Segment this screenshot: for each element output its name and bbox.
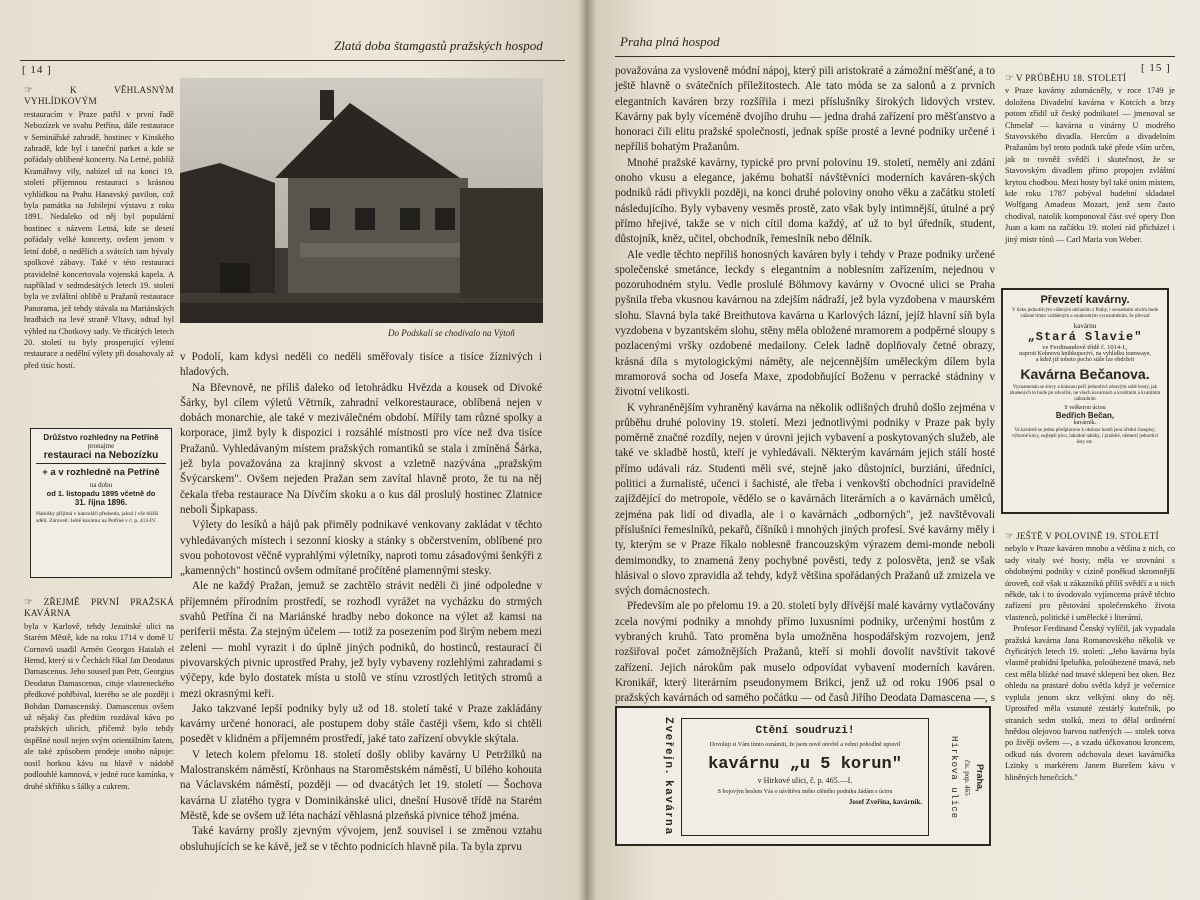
running-head-left: Zlatá doba štamgastů pražských hospod xyxy=(334,38,543,53)
body-paragraph: Také kavárny prošly zjevným vývojem, jenž souvisel i se změnou vztahu obsluhujících se ke kávě, jež se v těchto podnicích hlavně pila. Ta byla zprvu xyxy=(180,825,542,853)
body-paragraph: K vyhraněnějším vyhraněný kavárna na několik odlišných druhů došlo zejména v průběhu druhé poloviny 19. století. Mezi jednotlivými podniky v Praze pak byly poměrně značné rozdíly, nejen v úrovni jejich vybavení a poskytovaných služeb, ale také ve skladbě hostů, kteří je vyhledávali. Některým kavárnám jejich stálí hosté přímo udávali ráz. Studenti měli své, stejně jako důstojníci, burziáni, úředníci, politici a žurnalisté, učenci i šachisté, ale třeba i venkovští obchodníci pravidelně zajíždějící do metropole, vědělo se o kavárnách literárních a o kavárnách umělců, zejména pak lidí od divadla, ale i o kavárnách „odborných", jež navštěvovali příslušníci řemeslníků, pekařů, číšníků i mnohých jiných profesí. Své kavárny měly i ty, kterým se v Praze říkalo noblesně francouzským výrazem demi-monde neboli demimondky, to znamená ženy pochybné pověsti, tedy z polosvěta, jenž se však hlásival o slovo zpravidla až tehdy, když většina spořádaných Pražanů už zmizela ve svých domácnostech. xyxy=(615,401,995,598)
ad-line: + a v rozhledně na Petříně xyxy=(42,467,160,478)
body-paragraph: Jako takzvané lepší podniky byly už od 18. století také v Praze zakládány kavárny určené honoraci, ale postupem doby stále častěji všem, kdo si chtěli posedět v klidném a příjemném prostředí, jaké tato zařízení obvykle skýtala. xyxy=(180,702,542,746)
sidebar-heading: ☞ JEŠTĚ V POLOVINĚ 19. STOLETÍ xyxy=(1005,532,1159,542)
sidebar-text: byla v Karlově, tehdy Jezuitské ulici na Starém Městě, kde na roku 1714 v domě U Cornovů usadil Armén Georgos Hatalah el Hemd, který si v Čechách říkal Jan Deodatus Damascenus. Jeho soused pan Petr, Georgius Deodatus Damascenus, cituje vlasteneckého předkové pohřbíval, kterého se ale později i Bohdan Damascenský. Damascenus ovšem už nějaký čas předtím rozdával kávu po pražských ulicích, přičemž bylo tehdy úspěšné nosil nejen svým orientálním šatem, ale také způsobem prodeje onoho nápoje: nosil horkou kávu na hlavě v nádobě podlouhlé kamnová, v jedné ruce kamínka, v druhé skříňku s šálky a cukrem. xyxy=(24,621,174,791)
ad-side-text: čís. pop. 465 xyxy=(963,760,971,796)
sidebar-mid-19th-century xyxy=(1005,532,1175,790)
ad-line: Dovoluji si Vám tímto oznámiti, že jsem nově otevřel a velmi pohodlně upravil xyxy=(709,742,901,748)
sidebar-first-coffeehouse xyxy=(24,598,174,791)
ad-line: Drůžstvo rozhledny na Petříně xyxy=(43,433,159,442)
body-paragraph: Ale ne každý Pražan, jemuž se zachtělo strávit neděli či jiné odpoledne v příjemném přírodním prostředí, se rozhodl vyrážet na vycházku do strmých svahů Petřína či na Mariánské hradby nebo dokonce na výlet až kamsi na periferii města. Za stejným účelem — totiž za posezením pod širým nebem mezi zeleni — mohl vyrazit i do úplně jiných podniků, do hostinců, restaurací či pivovarských pivnic uprostřed Prahy, jež byly vybaveny rozlehlými zahradami s výčepy, kde bylo dostatek místa u stolů ve stínu vzrostlých letitých stromů a mezi okrasnými keři. xyxy=(180,580,542,700)
historic-photo-podskali xyxy=(180,78,543,323)
newspaper-ad-stara-slavie xyxy=(1001,288,1169,514)
newspaper-ad-petrin xyxy=(30,428,172,578)
folio-right: [ 15 ] xyxy=(1141,62,1171,74)
ad-side-text: Hirkova ulice xyxy=(949,736,959,820)
ad-line: pronajme xyxy=(87,442,115,450)
sidebar-heading: ☞ ZŘEJMĚ PRVNÍ PRAŽSKÁ KAVÁRNA xyxy=(24,598,174,620)
header-rule-right xyxy=(615,56,1175,57)
ad-line: Bedřich Bečan, xyxy=(1055,411,1115,420)
sidebar-heading: ☞ K VĚHLASNÝM VYHLÍDKOVÝM xyxy=(24,86,174,108)
left-body-text xyxy=(180,350,542,853)
ad-line: od 1. listopadu 1895 včetně do xyxy=(46,489,156,498)
photo-illustration xyxy=(180,78,543,323)
ad-line: V tisku jednotlivým váženým občanům z Prahy, i sousedním obcím bude vážené tímto vzdáleným a soukromým vyrozuměním, že převzal xyxy=(1011,308,1159,319)
body-paragraph: Především ale po přelomu 19. a 20. století byly dřívější malé kavárny vytlačovány zcela novými podniky a mnohdy přímo luxusními podniky, určenými hostům z vybraných kruhů. Tato proměna byla umožněna hospodářským rozvojem, jenž rozšiřoval počet zámožnějších Pražanů, kteří si mohli dovolit navštívit takové zařízení. Jejich nárokům pak muselo odpovídat vybavení moderních kaváren. Kronikář, který literárním pseudonymem Brikci, jenž už od roku 1906 psal o pražských kavárnách od samého počátku — od časů Jiřího Deodata Damascena —, s xyxy=(615,600,995,705)
body-paragraph: považována za vysloveně módní nápoj, který pili aristokraté a zámožní měšťané, a to ještě hlavně o svátečních příležitostech. Ale tato móda se za salonů a z prvních elegantních kaváren brzy rozšířila i mezi příslušníky širokých lidových vrstev. Kavárny pak byly víceméně dvojího druhu — jedna drahá zařízení pro měšťanstvo a honoraci čili elitu pražské společnosti, jednak spíše prosté a levné podniky určené i nepříliš bohatým Pražanům. xyxy=(615,65,995,154)
ad-line: Ctění soudruzi! xyxy=(755,725,855,737)
ad-line: Josef Zveřina, kavárník. xyxy=(848,798,922,806)
ad-line: Kavárna Bečanova. xyxy=(1020,366,1150,382)
ad-line: Vyznamenán se sluvy a krásnou péčí jednotlivě zdravým sobě hosty, jak zkušených to bude po zdvořilé, ne všech kavárnách a kvalitním a kvalitním náhradním xyxy=(1009,385,1161,402)
ad-line: S veškerou úctou xyxy=(1064,405,1106,411)
sidebar-text: v Praze kavárny zdomácněly, v roce 1749 je doložena Divadelní kavárna v Kotcích a brzy potom zřídil už český podnikatel — jmenoval se Chmelař — kavárna u vinárny U modrého Stavovského divadla. Hercům a divadelním Pražanům byl tento podnik také přede vším určen, jak to rovněž svědčí i skutečnost, že se Stavovským divadlem přímo propojen zvláštní krytou chodbou. Mezi hosty byl také onim místem, kde roku 1787 pobýval hudební skladatel Wolfgang Amadeus Mozart, jenž sem často chodíval, natolik komponoval část své opery Don Juan a kam na začátku 19. století rád přicházel i jiný mistr tónů — Carl Maria von Weber. xyxy=(1005,86,1175,244)
sidebar-text: restauracím v Praze patřil v první řadě Nebozízek ve svahu Petřína, dále restaurace v Seminářské zahradě, hostinec v Kinského zahradě, kde byl i taneční parket a kde se pořádaly oblíbené koncerty. Na Letné, poblíž Kramářovy vily, nabízel už na konci 19. století příjemnou restauraci s krásnou vyhlídkou na Prahu Hanavský pavilon, což byla památka na Jubilejní výstavu z roku 1891. Nedaleko od něj byl populární hostinec s názvem Letná, kde se desetí pořádaly velké koncerty, ovšem jenom v letní době, o nedělích a svátcích tam bývaly spolkové zábavy. Také v této restauraci pravidelné koncertovala vojenská kapela. A například v sedmdesátých letech 19. století byla ve zvláštní oblibě u Pražanů restaurace Panorama, jež tehdy stávala na Mariánských hradbách na levé straně Vltavy, odtud byl výhled na Chotkovy sady. Ve třicátých letech 20. století tu byly prosperující výletní restaurace a nedělní výlety při dosahovaly až před tisíc hostí. xyxy=(24,109,174,370)
ad-line: v Hirkové ulici, č. p. 465.—I. xyxy=(757,776,853,785)
ad-line: naproti Kohnovu knihkupectví, na vyhlídku tramwaye, xyxy=(1019,351,1151,357)
ad-line: kavárnu xyxy=(1073,322,1097,330)
sidebar-text: Profesor Ferdinand Čenský vylíčil, jak vypadala pražská kavárna Jana Romanovského několik ve čtyřicátých letech 19. století: „Jeho kavárna byla vlastně prabídní špeluňka, poloúbezené tmavá, neb cest měla blízké nad tmavé sklepení bez oken. Bez ohledu na prastaré dobu světla když je večernice vyplula jenom skrz velkými okny do něj. Uprostřed měla vsunuté zestárlý kutečník, po stranách sedm stolků, mezi to dělal ordinérní hnědou olejovou barvou natřených — stolek sotva po živějí ovšem —, a vzadu účkovanou kroncem, odkud nás dvorem odchovala deset kavárnička Lzinky s markérem Janem Burešem kávu v hliněných hrnečcích." xyxy=(1005,624,1175,782)
folio-left: [ 14 ] xyxy=(22,64,52,76)
body-paragraph: v Podolí, kam kdysi neděli co neděli směřovaly tisíce a tisíce žíznivých i hladových. xyxy=(180,351,542,379)
ad-line: Převzetí kavárny. xyxy=(1040,294,1130,306)
ad-line: Ve kavárně se jednu předplaceno k obsluze hostů jsou úřední časopisy, výborné kávy, nejlepší pivo, lahodné tabáky, i pražské, němectí jednotliví listy etc. xyxy=(1011,428,1159,445)
body-paragraph: Výlety do lesíků a hájů pak přiměly podnikavé venkovany zakládat v těchto vyhledávaných místech i sezonní kiosky a stánky s občerstvením, oblíbené pro svou pohotovost věčně vyprahlými výletníky, naproti tomu zásadovými šenkýři z „kamenných" hostinců ovšem odmítané pročítěné plamennými stesky. xyxy=(180,519,542,578)
ad-line: kavárnu „u 5 korun" xyxy=(708,755,902,774)
ad-line: Nabídky přijímá v kanceláři předseda, jakož i vše bližší sdělí. Zároveň: Ještě kavárnu na Petříně v č. p. 413-IV. xyxy=(36,511,159,524)
photo-caption: Do Podskalí se chodívalo na Výtoň xyxy=(388,328,515,338)
ad-line: „Stará Slavie" xyxy=(1027,330,1143,344)
ad-line: a kdež již tohoto pocho stále lze obdržeti xyxy=(1035,357,1135,363)
ad-center-frame xyxy=(681,718,929,836)
running-head-right: Praha plná hospod xyxy=(620,34,720,49)
body-paragraph: Na Břevnově, ne příliš daleko od letohrádku Hvězda a kousek od Divoké Šárky, byl cílem výletů Větrník, zahradní velkorestaurace, oblíbená nejen v dobách monarchie, ale také v meziválečném období. Mířily tam různé spolky a korporace, jimž byly k dispozici i rozsáhlé místnosti pro více než dva tisíce Pražanů. Vyhledávaným místem pražských romantiků se stala i zmíněná Šárka, jež byla považována za krajinný skvost a vzletně nazývána „pražským Švýcarskem". Ovšem nejeden Pražan sem zavítal hlavně proto, že tu na něj čekala třeba restaurace Na Dívčím skoku a o kus dál proslulý hostinec Zlatnice neboli Šipkapass. xyxy=(180,381,542,516)
book-gutter xyxy=(578,0,596,900)
body-paragraph: Ale vedle těchto nepříliš honosných kaváren byly i tehdy v Praze podniky určené společenské smetánce, leckdy s elegantním a noblesním zařízením, nejednou v pozoruhodném stylu. Vedle proslulé Böhmovy kavárny v Ovocné ulici se Praha pyšnila třeba vkusnou kavárnou na zdejším nádraží, jež byla vyzdobena v maurském slohu. Slavná byla také Breithutova kavárna u Karlových lázní, jejíž hlavní síň byla vyzdobena v byzantském slohu, stěny měla obložené mramorem a podpěrné sloupy s pozlacenými vršky ozdobené medailony. Celek ladně doplňovaly četné obrazy, krásná díla s mytologickými náměty, ale nejcennějším uměleckým dílem byla mramorová socha od Josefa Maxe, zpodobňující Boženu v perracké stádniny v životní velikosti. xyxy=(615,248,995,399)
right-page xyxy=(585,0,1200,900)
sidebar-viewpoints xyxy=(24,86,174,416)
ad-side-text: Zveřejn. kavárna xyxy=(663,716,675,836)
right-body-text xyxy=(615,64,995,704)
left-page xyxy=(0,0,585,900)
ad-line: na dobu xyxy=(89,481,113,489)
ad-line: kavárník. xyxy=(1073,420,1097,426)
ad-line: restauraci na Nebozízku xyxy=(36,450,166,464)
ad-side-text: Praha, xyxy=(975,764,985,792)
ad-line: 31. října 1896. xyxy=(74,498,128,507)
body-paragraph: Mnohé pražské kavárny, typické pro první polovinu 19. století, neměly ani zdání onoho vkusu a elegance, jakému bohatší návštěvníci moderních kaváren-ských podniků rádi přivykli později, na konci druhé poloviny onoho věku a začátku století následujícího. Byly vybaveny vesměs prostě, zato však byly intimnější, útulné a prý přímo hřejivé, takže se v nich cítil doma každý, ať už to byl úředník, student, důstojník, kněz, učitel, obchodník, řemeslník nebo dělník. xyxy=(615,156,995,246)
body-paragraph: V letech kolem přelomu 18. století došly obliby kavárny U Petržilků na Malostranském náměstí, Krönhaus na Staroměstském náměstí, U bílého kohouta na Václavském náměstí, později — od dvacátých let 19. století — Šochova kavárna U zlatého tygra v Dominikánské ulici, dnešní Husově třídě na Starém Městě, kde se ovšem už léta nachází věhlasná plzeňská pivnice téhož jména. xyxy=(180,748,542,822)
ad-line: ve Ferdinandově třídě č. 1014-I., xyxy=(1042,344,1128,351)
ad-side-right xyxy=(939,716,985,840)
sidebar-text: nebylo v Praze kaváren mnoho a většina z nich, co tady vitaly své hosty, měla ve srovnání s obdobnými podniky v cizině poněkud skromnější úroveň, což však u zákazníků příliš svědčí a u nich někde, tak i to úvodovalo vyjímcema právě těchto zařízení pro pěstování společenského života vlastenců, politické i umělecké i literární. xyxy=(1005,544,1175,622)
newspaper-ad-u-5-korun xyxy=(615,706,991,846)
sidebar-heading: ☞ V PRŮBĚHU 18. STOLETÍ xyxy=(1005,74,1127,84)
ad-line: S bojovým heslem Vás o návštěvu mého ctěného podniku žádám s úctou xyxy=(717,789,893,795)
sidebar-18th-century xyxy=(1005,74,1175,282)
header-rule-left xyxy=(20,60,565,61)
